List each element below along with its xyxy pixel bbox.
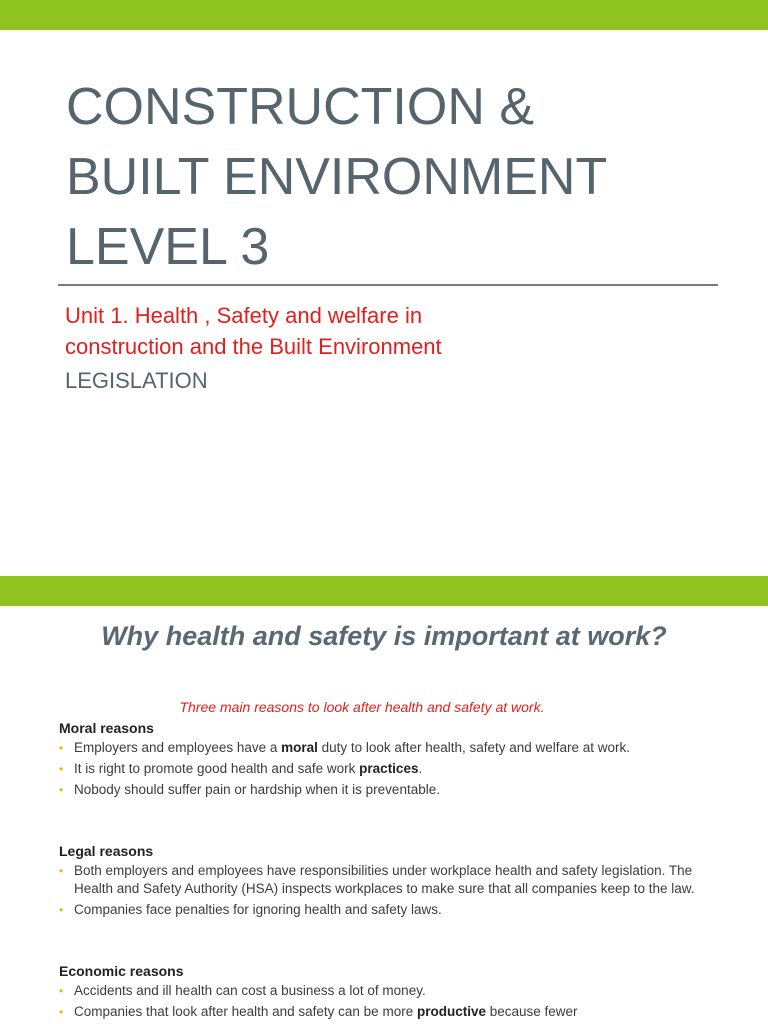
section-title: Legal reasons [59, 843, 154, 859]
bullet-list [59, 739, 699, 799]
section-title: Economic reasons [59, 963, 184, 979]
bullet-emphasis: productive [416, 1004, 486, 1019]
bullet-icon: • [59, 864, 64, 878]
bullet-text: Nobody should suffer pain or hardship when it is preventable. [74, 782, 440, 797]
title-divider [58, 284, 718, 286]
bullet-icon: • [59, 984, 64, 998]
bullet-emphasis: practices [359, 761, 419, 776]
bullet-text: Both employers and employees have responsibilities under workplace health and safety legislation. The Health and Safety Authority (HSA) inspects workplaces to make sure that all companies keep to the law. [74, 863, 695, 896]
list-item [59, 739, 699, 757]
bullet-text-end: . [418, 761, 423, 776]
bullet-text-end: because fewer [485, 1004, 578, 1019]
content-slide [0, 576, 768, 1024]
bullet-icon: • [59, 1005, 64, 1019]
bullet-icon: • [59, 762, 64, 776]
legislation-label: LEGISLATION [65, 368, 208, 393]
moral-reasons-section [59, 719, 699, 802]
intro-text: Three main reasons to look after health and safety at work. [179, 699, 545, 715]
title-line: LEVEL 3 [66, 218, 270, 276]
bullet-icon: • [59, 903, 64, 917]
slide-title [66, 72, 746, 282]
bullet-icon: • [59, 741, 64, 755]
bullet-emphasis: moral [281, 740, 318, 755]
bullet-text: Accidents and ill health can cost a business a lot of money. [74, 983, 426, 998]
accent-bar [0, 576, 768, 606]
bullet-text-end: duty to look after health, safety and welfare at work. [317, 740, 631, 755]
slide-subtitle [65, 300, 705, 362]
bullet-text: Companies that look after health and safety can be more [74, 1004, 417, 1019]
list-item [59, 982, 699, 1000]
list-item [59, 781, 699, 799]
economic-reasons-section [59, 962, 699, 1024]
title-line: CONSTRUCTION & [66, 78, 534, 136]
title-line: BUILT ENVIRONMENT [66, 148, 608, 206]
list-item [59, 862, 699, 898]
bullet-icon: • [59, 783, 64, 797]
bullet-list [59, 982, 699, 1021]
list-item [59, 1003, 699, 1021]
subtitle-line: construction and the Built Environment [65, 334, 442, 359]
legal-reasons-section [59, 842, 699, 922]
bullet-list [59, 862, 699, 919]
bullet-text: Companies face penalties for ignoring health and safety laws. [74, 902, 442, 917]
bullet-text: It is right to promote good health and safe work [74, 761, 360, 776]
slide-heading: Why health and safety is important at work? [101, 621, 667, 651]
bullet-text: Employers and employees have a [74, 740, 282, 755]
list-item [59, 901, 699, 919]
accent-bar [0, 0, 768, 30]
list-item [59, 760, 699, 778]
section-title: Moral reasons [59, 720, 154, 736]
subtitle-line: Unit 1. Health , Safety and welfare in [65, 303, 423, 328]
